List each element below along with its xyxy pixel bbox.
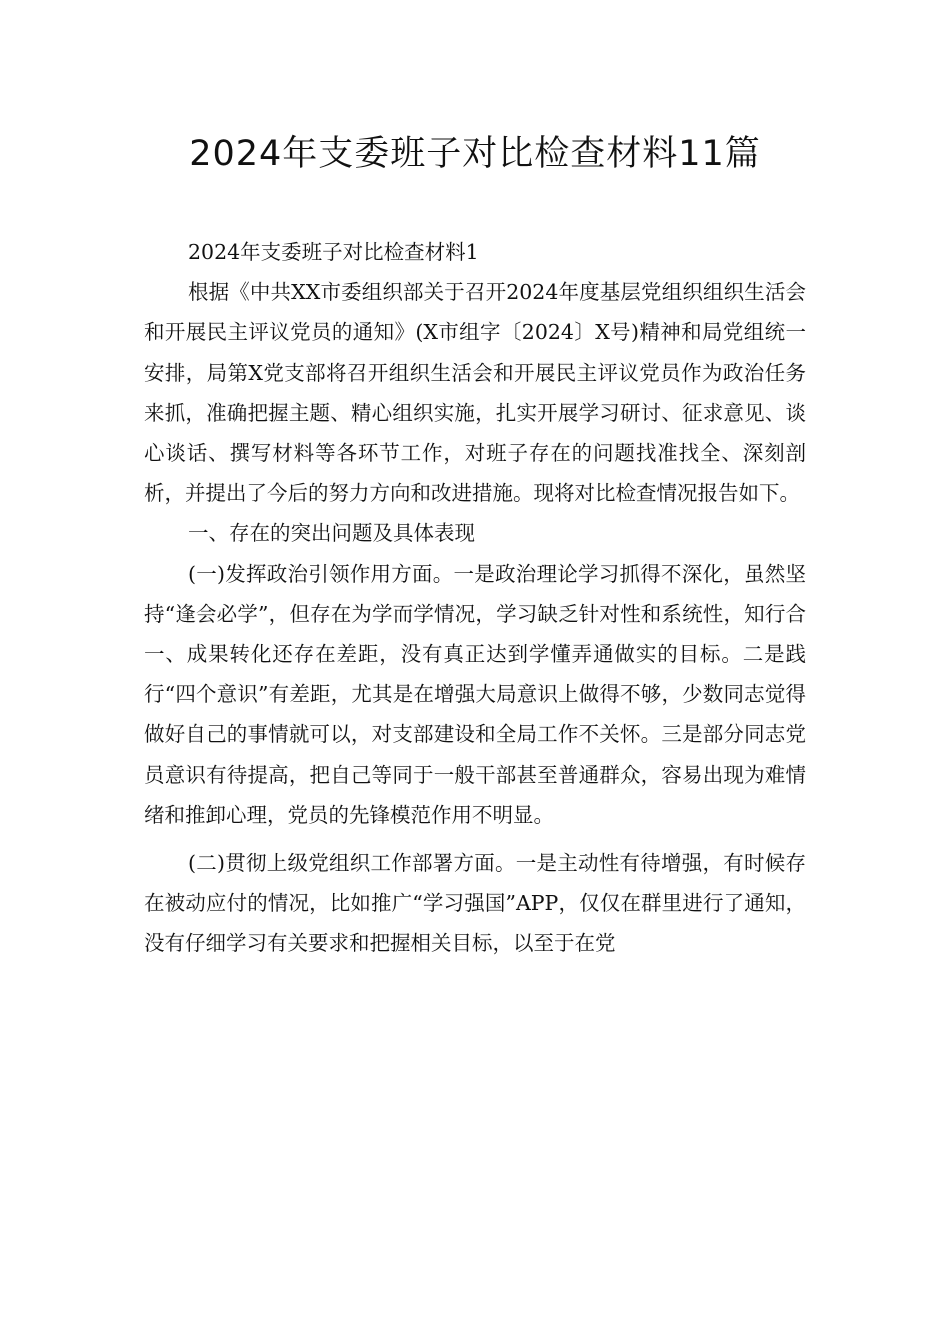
document-body	[144, 232, 806, 964]
section-heading: 一、存在的突出问题及具体表现	[188, 521, 475, 546]
body-paragraph-2: (二)贯彻上级党组织工作部署方面。一是主动性有待增强，有时候存在被动应付的情况，比如推广“学习强国”APP，仅仅在群里进行了通知，没有仔细学习有关要求和把握相关目标，以至于在党	[144, 851, 806, 956]
intro-paragraph: 根据《中共XX市委组织部关于召开2024年度基层党组织组织生活会和开展民主评议党员的通知》(X市组字〔2024〕X号)精神和局党组统一安排，局第X党支部将召开组织生活会和开展民主评议党员作为政治任务来抓，准确把握主题、精心组织实施，扎实开展学习研讨、征求意见、谈心谈话、撰写材料等各环节工作，对班子存在的问题找准找全、深刻剖析，并提出了今后的努力方向和改进措施。现将对比检查情况报告如下。	[144, 280, 806, 506]
body-paragraph-1: (一)发挥政治引领作用方面。一是政治理论学习抓得不深化，虽然坚持“逢会必学”，但存在为学而学情况，学习缺乏针对性和系统性，知行合一、成果转化还存在差距，没有真正达到学懂弄通做实的目标。二是践行“四个意识”有差距，尤其是在增强大局意识上做得不够，少数同志觉得做好自己的事情就可以，对支部建设和全局工作不关怀。三是部分同志党员意识有待提高，把自己等同于一般干部甚至普通群众，容易出现为难情绪和推卸心理，党员的先锋模范作用不明显。	[144, 561, 806, 827]
document-title: 2024年支委班子对比检查材料11篇	[189, 134, 761, 174]
subtitle-paragraph: 2024年支委班子对比检查材料1	[188, 240, 479, 264]
